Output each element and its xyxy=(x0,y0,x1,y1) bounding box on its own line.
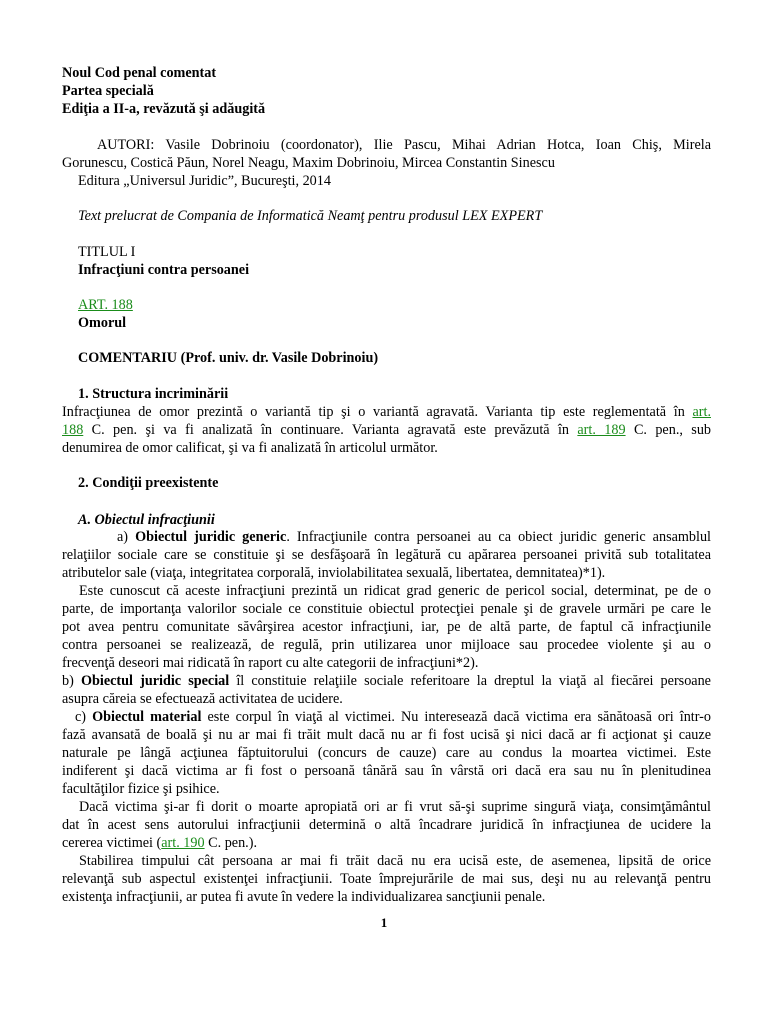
c-line-2: fază avansată de boală şi nu ar mai fi trăit mult dacă nu ar fi fost ucisă şi nici dacă ar fi acţionat şi cauze xyxy=(62,727,711,743)
subsection-a-heading: A. Obiectul infracţiunii xyxy=(78,512,215,528)
publisher: Editura „Universul Juridic”, Bucureşti, 2014 xyxy=(78,173,331,189)
article-name: Omorul xyxy=(78,315,127,331)
authors-line-1: AUTORI: Vasile Dobrinoiu (coordonator), Ilie Pascu, Mihai Adrian Hotca, Ioan Chiş, Mirela xyxy=(97,137,711,153)
section-2-heading: 2. Condiţii preexistente xyxy=(78,475,219,491)
p2-line-3: pot avea pentru comunitate săvârşirea acestor infracţiuni, iar, pe de altă parte, de faptul că infracţiunile xyxy=(62,619,711,635)
e-line-2: relevanţă sub aspectul existenţei infracţiunii. Toate împrejurările de mai sus, deşi nu au relevanţă pentru xyxy=(62,871,711,887)
section-1-heading: 1. Structura incriminării xyxy=(78,386,229,402)
c-line-5: facultăţilor fizice şi psihice. xyxy=(62,781,220,797)
art-188-link[interactable]: ART. 188 xyxy=(78,297,133,313)
s1-line-2: 188 C. pen. şi va fi analizată în continuare. Varianta agravată este prevăzută în art. 189 C. pen., sub xyxy=(62,422,712,438)
p2-line-1: Este cunoscut că aceste infracţiuni prezintă un ridicat grad generic de pericol social, determinat, pe de o xyxy=(79,583,711,599)
b-line-2: asupra căreia se efectuează activitatea de ucidere. xyxy=(62,691,343,707)
e-line-1: Stabilirea timpului cât persoana ar mai fi trăit dacă nu era ucisă este, de asemenea, lipsită de orice xyxy=(79,853,711,869)
commentary-heading: COMENTARIU (Prof. univ. dr. Vasile Dobrinoiu) xyxy=(78,350,379,366)
source-note: Text prelucrat de Compania de Informatică Neamţ pentru produsul LEX EXPERT xyxy=(78,208,543,224)
c-line-1: c) Obiectul material este corpul în viaţă al victimei. Nu interesează dacă victima era sănătoasă ori într-o xyxy=(75,709,711,725)
d-line-2: dat în acest sens autorului infracţiunii determină o altă încadrare juridică în infracţiunea de ucidere la xyxy=(62,817,711,833)
s1-line-3: denumirea de omor calificat, şi va fi analizată în articolul următor. xyxy=(62,440,438,456)
c-line-3: naturale pe lângă acţiunea făptuitorului (concurs de cauze) care au condus la moartea victimei. Este xyxy=(62,745,711,761)
a-line-1: a) Obiectul juridic generic. Infracţiunile contra persoanei au ca obiect juridic generic ansamblul xyxy=(117,529,711,545)
d-line-1: Dacă victima şi-ar fi dorit o moarte apropiată ori ar fi vrut să-şi suprime singură viaţa, consimţământul xyxy=(79,799,711,815)
book-title: Noul Cod penal comentat xyxy=(62,65,217,81)
art-188-inline-link[interactable]: art. xyxy=(692,404,711,420)
art-189-link[interactable]: art. 189 xyxy=(577,422,626,438)
s1-line-1: Infracţiunea de omor prezintă o variantă tip şi o variantă agravată. Varianta tip este reglementată în art. xyxy=(62,404,711,420)
art-188-inline-link-cont[interactable]: 188 xyxy=(62,422,84,438)
title-number: TITLUL I xyxy=(78,244,136,260)
book-part: Partea specială xyxy=(62,83,154,99)
b-line-1: b) Obiectul juridic special îl constituie relaţiile sociale referitoare la dreptul la viaţă al fiecărei persoane xyxy=(62,673,711,689)
a-line-2: relaţiilor sociale care se constituie şi se desfăşoară în legătură cu apărarea persoanei privită sub totalitatea xyxy=(62,547,711,563)
title-name: Infracţiuni contra persoanei xyxy=(78,262,250,278)
article-ref xyxy=(78,296,727,314)
p2-line-4: contra persoanei se realizează, de regulă, prin utilizarea unor mijloace sau procedee violente şi au o xyxy=(62,637,711,653)
book-edition: Ediţia a II-a, revăzută şi adăugită xyxy=(62,101,266,117)
p2-line-2: parte, de importanţa valorilor sociale ce constituie obiectul protecţiei penale şi de gravele urmări pe care le xyxy=(62,601,711,617)
p2-line-5: frecvenţă deseori mai ridicată în raport cu alte categorii de infracţiuni*2). xyxy=(62,655,479,671)
e-line-3: existenţa infracţiunii, ar putea fi avute în vedere la individualizarea sancţiunii penale. xyxy=(62,889,546,905)
authors-line-2: Gorunescu, Costică Păun, Norel Neagu, Maxim Dobrinoiu, Mircea Constantin Sinescu xyxy=(62,155,555,171)
art-190-link[interactable]: art. 190 xyxy=(161,835,205,851)
c-line-4: indiferent şi dacă victima ar fi fost o persoană tânără sau în vârstă ori dacă era sau nu în plenitudinea xyxy=(62,763,711,779)
page-number: 1 xyxy=(380,915,388,930)
a-line-3: atributelor sale (viaţa, integritatea corporală, inviolabilitatea sexuală, libertatea, demnitatea)*1). xyxy=(62,565,606,581)
d-line-3: cererea victimei (art. 190 C. pen.). xyxy=(62,835,258,851)
